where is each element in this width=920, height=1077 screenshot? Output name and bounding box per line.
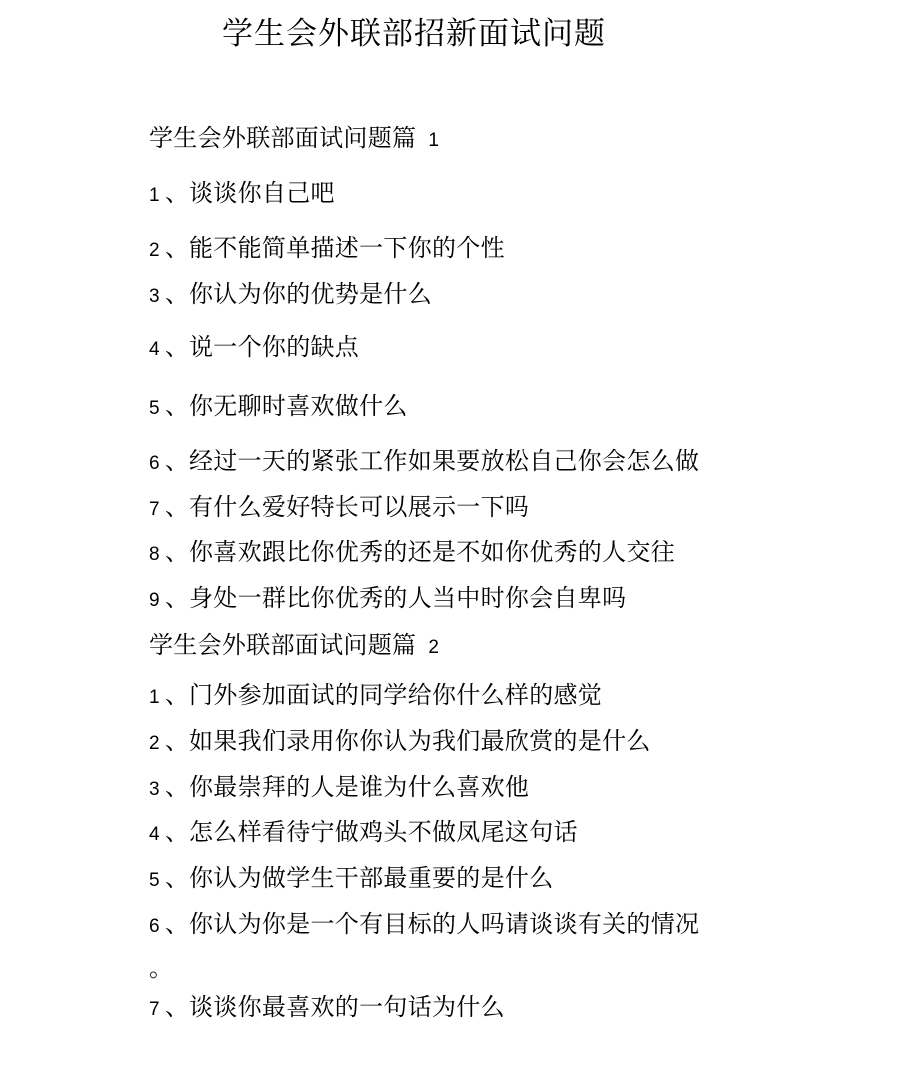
item-separator: 、	[165, 584, 190, 612]
item-separator: 、	[165, 538, 190, 566]
item-separator: 、	[165, 493, 190, 521]
item-text: 有什么爱好特长可以展示一下吗	[189, 493, 530, 521]
item-separator: 、	[165, 447, 190, 475]
item-text: 你喜欢跟比你优秀的还是不如你优秀的人交往	[189, 538, 675, 566]
item-separator: 、	[165, 910, 190, 938]
item-number: 4	[149, 339, 160, 360]
section-heading-1	[149, 122, 439, 157]
item-separator: 、	[165, 773, 190, 801]
section-number: 2	[428, 637, 440, 658]
item-number: 1	[149, 687, 160, 708]
section-number: 1	[428, 130, 440, 151]
item-number: 7	[149, 499, 160, 520]
item-number: 6	[149, 453, 160, 474]
item-text: 门外参加面试的同学给你什么样的感觉	[189, 681, 603, 709]
item-text: 你认为你是一个有目标的人吗请谈谈有关的情况	[189, 910, 700, 938]
item-separator: 、	[165, 179, 190, 207]
item-text: 你认为你的优势是什么	[189, 280, 432, 308]
list-item	[149, 816, 578, 851]
item-number: 3	[149, 779, 160, 800]
list-item	[149, 177, 335, 212]
list-item	[149, 390, 408, 425]
list-item	[149, 536, 675, 571]
item-number: 2	[149, 240, 160, 261]
document-title: 学生会外联部招新面试问题	[222, 16, 606, 52]
list-item	[149, 679, 602, 714]
list-item	[149, 771, 529, 806]
item-number: 6	[149, 916, 160, 937]
list-item	[149, 445, 699, 480]
list-item	[149, 582, 626, 617]
item-number: 8	[149, 544, 160, 565]
item-text: 说一个你的缺点	[189, 333, 360, 361]
list-item	[149, 232, 505, 267]
list-item	[149, 331, 359, 366]
item-text: 你无聊时喜欢做什么	[189, 392, 408, 420]
item-separator: 、	[165, 864, 190, 892]
item-number: 3	[149, 286, 160, 307]
list-item	[149, 725, 651, 760]
item-number: 4	[149, 824, 160, 845]
item-separator: 、	[165, 234, 190, 262]
item-separator: 、	[165, 681, 190, 709]
item-number: 9	[149, 590, 160, 611]
item-number: 7	[149, 999, 160, 1020]
item-text: 经过一天的紧张工作如果要放松自己你会怎么做	[189, 447, 700, 475]
list-item	[149, 991, 505, 1026]
section-heading-text: 学生会外联部面试问题篇	[149, 124, 417, 152]
item-text: 谈谈你自己吧	[189, 179, 335, 207]
item-text: 能不能简单描述一下你的个性	[189, 234, 505, 262]
item-number: 2	[149, 733, 160, 754]
item-text: 你最崇拜的人是谁为什么喜欢他	[189, 773, 530, 801]
item-number: 5	[149, 398, 160, 419]
item-number: 1	[149, 185, 160, 206]
item-separator: 、	[165, 333, 190, 361]
item-text: 谈谈你最喜欢的一句话为什么	[189, 993, 505, 1021]
list-item	[149, 491, 529, 526]
section-heading-2	[149, 629, 439, 664]
item-separator: 、	[165, 818, 190, 846]
item-separator: 、	[165, 727, 190, 755]
list-item	[149, 908, 699, 943]
item-text: 你认为做学生干部最重要的是什么	[189, 864, 554, 892]
list-item	[149, 278, 432, 313]
item-number: 5	[149, 870, 160, 891]
item-continuation: 。	[149, 954, 173, 982]
item-text: 如果我们录用你你认为我们最欣赏的是什么	[189, 727, 651, 755]
section-heading-text: 学生会外联部面试问题篇	[149, 631, 417, 659]
item-text: 怎么样看待宁做鸡头不做凤尾这句话	[189, 818, 578, 846]
item-separator: 、	[165, 392, 190, 420]
item-separator: 、	[165, 280, 190, 308]
item-separator: 、	[165, 993, 190, 1021]
item-text: 身处一群比你优秀的人当中时你会自卑吗	[189, 584, 627, 612]
list-item	[149, 862, 554, 897]
